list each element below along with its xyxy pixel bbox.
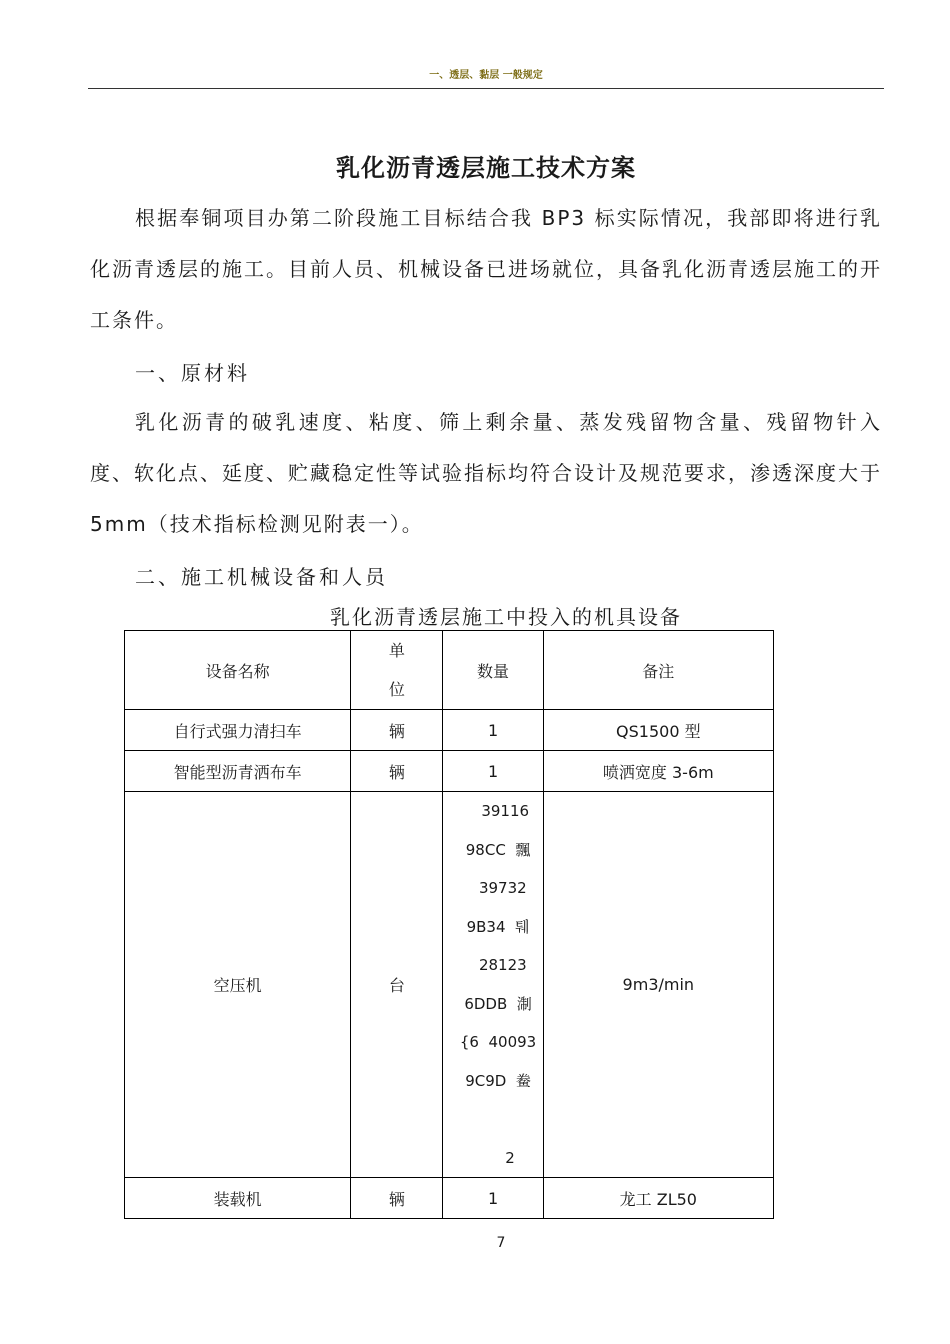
qty-line: {6 40093 [459, 1033, 537, 1051]
document-title: 乳化沥青透层施工技术方案 [336, 153, 636, 182]
cell-name: 装载机 [125, 1178, 351, 1219]
header-cell-unit [351, 631, 443, 710]
qty-line: 39116 [467, 802, 530, 820]
table-row [125, 710, 774, 751]
cell-name: 空压机 [125, 792, 351, 1178]
header-cell-remark: 备注 [543, 631, 773, 710]
cell-remark: QS1500 型 [543, 710, 773, 751]
qty-line: 9C9D 鲞 [465, 1071, 531, 1090]
header-cell-qty: 数量 [443, 631, 543, 710]
cell-qty-garbled [443, 792, 543, 1178]
qty-line: 9B34 퉤 [466, 917, 530, 936]
header-unit-top: 单 [388, 641, 405, 660]
cell-unit: 台 [351, 792, 443, 1178]
table-row [125, 792, 774, 1178]
materials-paragraph: 乳化沥青的破乳速度、粘度、筛上剩余量、蒸发残留物含量、残留物针入度、软化点、延度、贮藏稳定性等试验指标均符合设计及规范要求，渗透深度大于 5mm（技术指标检测见附表一）。 [90, 410, 882, 536]
table-header-row [125, 631, 774, 710]
section-heading-materials: 一、原材料 [135, 361, 250, 385]
qty-line: 39732 [469, 879, 527, 897]
header-cell-name: 设备名称 [125, 631, 351, 710]
cell-unit: 辆 [351, 751, 443, 792]
qty-line: 2 [481, 1148, 515, 1167]
cell-qty: 1 [443, 710, 543, 751]
qty-line: 28123 [469, 956, 527, 974]
table-caption: 乳化沥青透层施工中投入的机具设备 [330, 605, 682, 629]
cell-unit: 辆 [351, 710, 443, 751]
header-rule [88, 88, 884, 89]
cell-qty: 1 [443, 751, 543, 792]
cell-unit: 辆 [351, 1178, 443, 1219]
qty-line: 98CC 飄 [465, 840, 531, 859]
cell-remark: 龙工 ZL50 [543, 1178, 773, 1219]
cell-name: 自行式强力清扫车 [125, 710, 351, 751]
table-row [125, 1178, 774, 1219]
qty-line: 6DDB 淛 [464, 994, 532, 1013]
cell-name: 智能型沥青洒布车 [125, 751, 351, 792]
section-heading-equipment: 二、施工机械设备和人员 [135, 565, 388, 589]
header-unit-bottom: 位 [388, 680, 405, 699]
equipment-table [124, 630, 774, 1219]
page-header: 一、透层、黏层 一般规定 [429, 70, 543, 81]
table-row [125, 751, 774, 792]
cell-qty: 1 [443, 1178, 543, 1219]
qty-line [453, 1100, 542, 1139]
intro-paragraph: 根据奉铜项目办第二阶段施工目标结合我 BP3 标实际情况，我部即将进行乳化沥青透层的施工。目前人员、机械设备已进场就位，具备乳化沥青透层施工的开工条件。 [90, 206, 882, 332]
cell-remark: 喷洒宽度 3-6m [543, 751, 773, 792]
cell-remark: 9m3/min [543, 792, 773, 1178]
page-number: 7 [496, 1235, 506, 1251]
